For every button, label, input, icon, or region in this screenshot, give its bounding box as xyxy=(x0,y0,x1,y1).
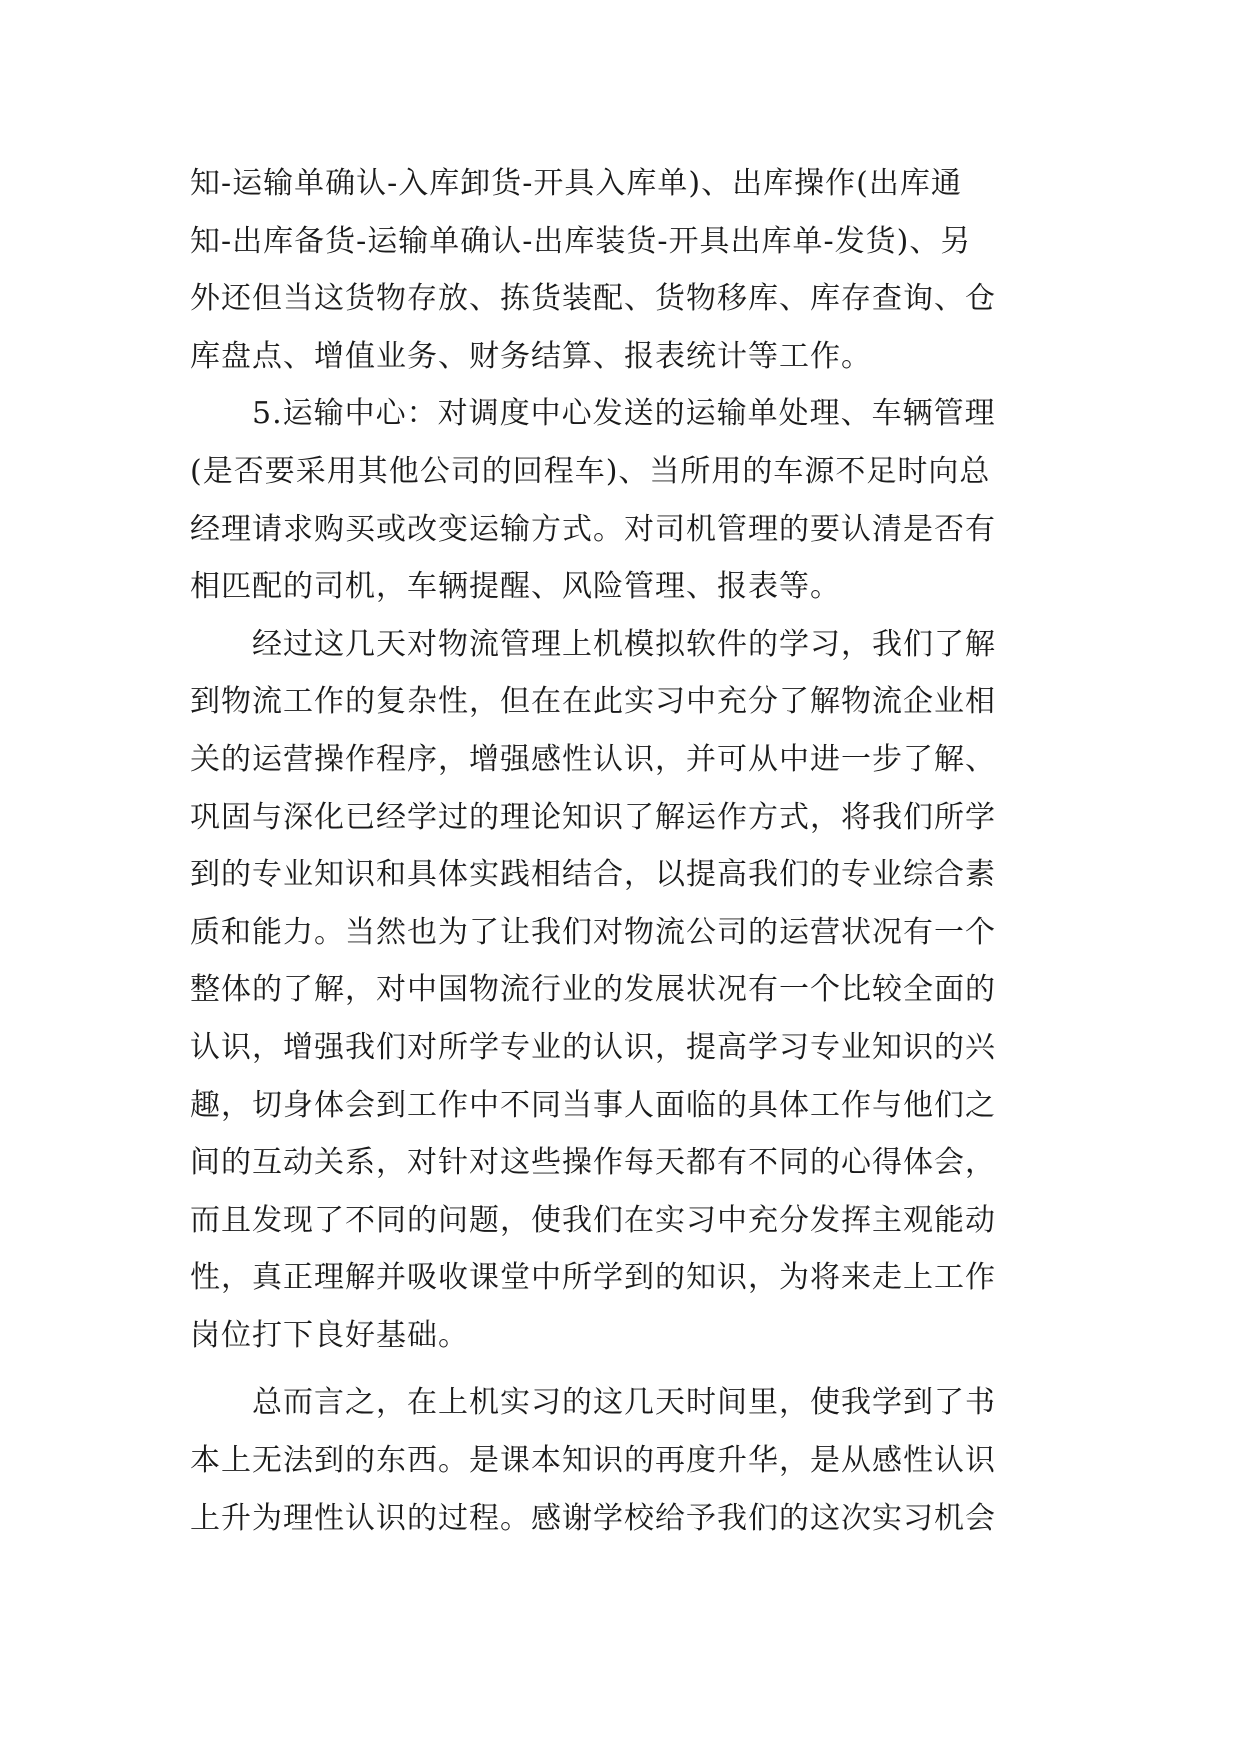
text-line: 到物流工作的复杂性，但在在此实习中充分了解物流企业相 xyxy=(190,684,996,720)
text-line: 相匹配的司机，车辆提醒、风险管理、报表等。 xyxy=(190,569,841,605)
text-line: 外还但当这货物存放、拣货装配、货物移库、库存查询、仓 xyxy=(190,281,996,317)
text-line: 而且发现了不同的问题，使我们在实习中充分发挥主观能动 xyxy=(190,1202,996,1238)
paragraph-start-line: 经过这几天对物流管理上机模拟软件的学习，我们了解 xyxy=(252,626,996,662)
text-line: 经理请求购买或改变运输方式。对司机管理的要认清是否有 xyxy=(190,511,996,547)
text-line: 岗位打下良好基础。 xyxy=(190,1317,469,1353)
text-line: 上升为理性认识的过程。感谢学校给予我们的这次实习机会 xyxy=(190,1500,996,1536)
text-line: 本上无法到的东西。是课本知识的再度升华，是从感性认识 xyxy=(190,1443,996,1479)
text-line: 认识，增强我们对所学专业的认识，提高学习专业知识的兴 xyxy=(190,1029,996,1065)
text-line: 知-出库备货-运输单确认-出库装货-开具出库单-发货)、另 xyxy=(190,223,972,259)
text-line: 巩固与深化已经学过的理论知识了解运作方式，将我们所学 xyxy=(190,799,996,835)
text-line: (是否要采用其他公司的回程车)、当所用的车源不足时向总 xyxy=(190,453,991,489)
text-line: 质和能力。当然也为了让我们对物流公司的运营状况有一个 xyxy=(190,914,996,950)
paragraph-start-line: 5.运输中心：对调度中心发送的运输单处理、车辆管理 xyxy=(252,396,996,432)
text-line: 库盘点、增值业务、财务结算、报表统计等工作。 xyxy=(190,338,872,374)
text-line: 到的专业知识和具体实践相结合，以提高我们的专业综合素 xyxy=(190,857,996,893)
text-line: 间的互动关系，对针对这些操作每天都有不同的心得体会， xyxy=(190,1145,996,1181)
text-line: 关的运营操作程序，增强感性认识，并可从中进一步了解、 xyxy=(190,741,996,777)
text-line: 性，真正理解并吸收课堂中所学到的知识，为将来走上工作 xyxy=(190,1260,996,1296)
body-text xyxy=(190,155,1070,1547)
text-line: 整体的了解，对中国物流行业的发展状况有一个比较全面的 xyxy=(190,972,996,1008)
paragraph-start-line: 总而言之，在上机实习的这几天时间里，使我学到了书 xyxy=(252,1385,996,1421)
text-line: 趣，切身体会到工作中不同当事人面临的具体工作与他们之 xyxy=(190,1087,996,1123)
text-line: 知-运输单确认-入库卸货-开具入库单)、出库操作(出库通 xyxy=(190,166,962,201)
